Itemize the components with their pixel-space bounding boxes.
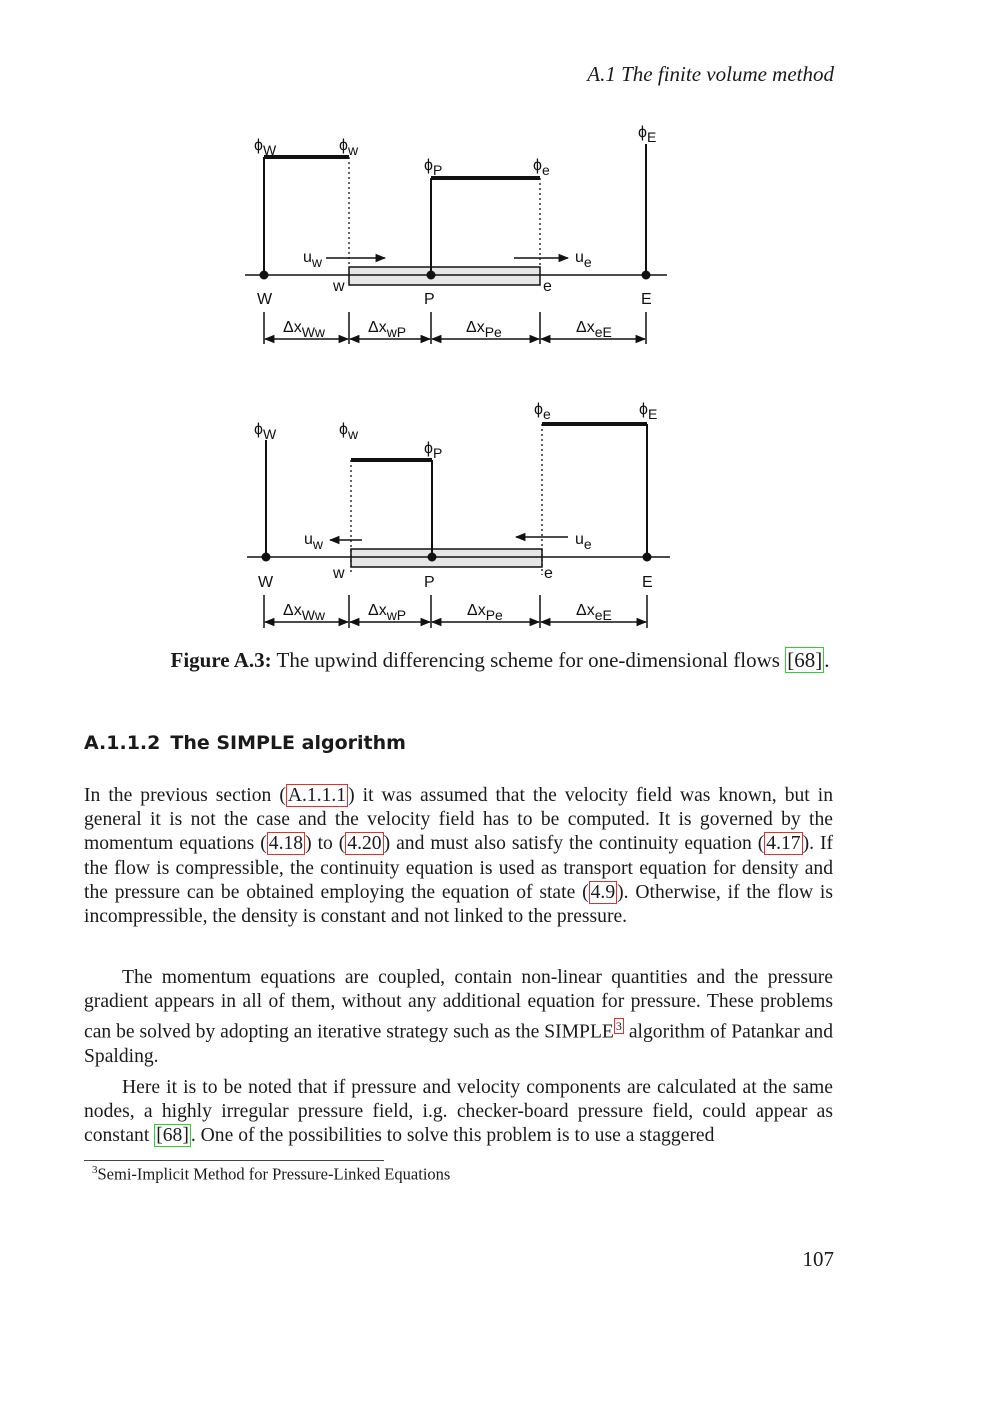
node-E	[642, 271, 651, 280]
node-E	[643, 553, 652, 562]
figure-a3	[0, 0, 1000, 700]
top-panel	[245, 124, 667, 344]
phi-P-label: ϕP	[424, 157, 443, 178]
eq-link-4-17[interactable]: 4.17	[766, 833, 801, 855]
section-title: The SIMPLE algorithm	[170, 732, 406, 754]
dx-Ww-label: ΔxWw	[283, 319, 326, 340]
phi-E-label: ϕE	[638, 124, 657, 145]
section-number: A.1.1.2	[84, 732, 161, 754]
node-W	[260, 271, 269, 280]
section-heading	[84, 732, 406, 754]
dx-Pe-label: ΔxPe	[467, 602, 503, 623]
footnote-text: Semi-Implicit Method for Pressure-Linked Equations	[97, 1164, 451, 1184]
node-P	[427, 271, 436, 280]
node-e-label: e	[544, 565, 553, 582]
u-e-label: ue	[575, 249, 592, 270]
ref-link-a111[interactable]: A.1.1.1	[287, 785, 347, 806]
paragraph-1: In the previous section ( A.1.1.1 ) it was assumed that the velocity field was known, but in general it is not the case and the velocity field has to be computed. It is governed by the momentum equations ( 4.18 ) to ( 4.20 ) and must also satisfy the continuity equation ( 4.17 ). If the flow is compressible, the continuity equation is used as transport equation for density and the pressure can be obtained employing the equation of state ( 4.9 ). Otherwise, if the flow is incompressible, the density is constant and not linked to the pressure.	[84, 785, 834, 928]
dx-Pe-label: ΔxPe	[466, 319, 502, 340]
node-w-label: w	[333, 278, 345, 295]
paragraph-2: The momentum equations are coupled, contain non-linear quantities and the pressure gradient appears in all of them, without any additional equation for pressure. These problems can be solved by adopting an iterative strategy such as the SIMPLE $^3$ algorithm of Patankar and Spalding.	[84, 967, 833, 1068]
eq-link-4-20[interactable]: 4.20	[347, 833, 382, 855]
dx-eE-label: ΔxeE	[576, 319, 612, 340]
footnote-mark: 3	[92, 1164, 98, 1176]
citation-link-68[interactable]: [68]	[156, 1125, 189, 1147]
node-P-label: P	[424, 291, 435, 308]
phi-P-label: ϕP	[424, 440, 443, 461]
caption-text: The upwind differencing scheme for one-dimensional flows	[276, 648, 780, 672]
caption-citation-link[interactable]: [68]	[787, 648, 823, 672]
u-w-label: uw	[304, 531, 324, 552]
node-E-label: E	[641, 291, 652, 308]
phi-w-label: ϕw	[339, 137, 359, 158]
eq-link-4-18[interactable]: 4.18	[268, 833, 304, 855]
eq-link-4-9[interactable]: 4.9	[590, 881, 616, 903]
dx-wP-label: ΔxwP	[368, 602, 407, 623]
caption-label: Figure A.3:	[170, 648, 272, 672]
phi-W-label: ϕW	[254, 137, 277, 158]
node-W-label: W	[258, 574, 274, 591]
dx-Ww-label: ΔxWw	[283, 602, 326, 623]
node-W-label: W	[257, 291, 273, 308]
figure-caption: Figure A.3: The upwind differencing scheme for one-dimensional flows [68].	[170, 648, 830, 672]
node-P-label: P	[424, 574, 435, 591]
control-volume-cell	[351, 549, 542, 567]
u-w-label: uw	[303, 249, 323, 270]
phi-W-label: ϕW	[254, 421, 277, 442]
control-volume-cell	[349, 267, 540, 285]
phi-w-label: ϕw	[339, 421, 359, 442]
footnote-ref-link[interactable]: 3	[615, 1019, 622, 1034]
dx-eE-label: ΔxeE	[576, 602, 612, 623]
bottom-panel	[247, 401, 670, 628]
upwind-scheme-diagram	[0, 0, 1000, 700]
paragraph-3: Here it is to be noted that if pressure and velocity components are calculated at the same nodes, a highly irregular pressure field, i.g. checker-board pressure field, could appear as constant [68] . One of the possibilities to solve this problem is to use a staggered	[84, 1077, 833, 1147]
node-W	[262, 553, 271, 562]
page-number: 107	[802, 1247, 834, 1271]
dx-wP-label: ΔxwP	[368, 319, 407, 340]
phi-e-label: ϕe	[534, 401, 551, 422]
node-w-label: w	[333, 565, 345, 582]
footnote-rule	[84, 1160, 384, 1161]
node-e-label: e	[543, 278, 552, 295]
phi-E-label: ϕE	[639, 401, 658, 422]
u-e-label: ue	[575, 531, 592, 552]
running-head: A.1 The finite volume method	[587, 62, 834, 86]
node-E-label: E	[642, 574, 653, 591]
footnote	[92, 1164, 450, 1185]
node-P	[428, 553, 437, 562]
phi-e-label: ϕe	[533, 157, 550, 178]
